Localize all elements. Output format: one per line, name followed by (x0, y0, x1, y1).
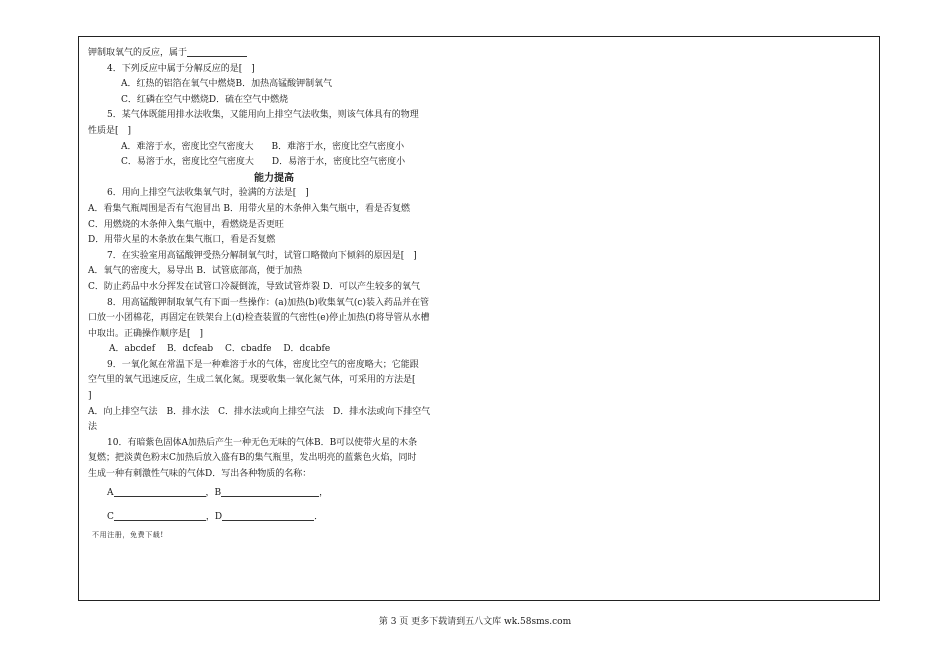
worksheet-content (88, 46, 460, 541)
question-10-cont: 复燃；把淡黄色粉末C加热后放入盛有B的集气瓶里，发出明亮的蓝紫色火焰，同时 (88, 453, 417, 464)
question-7-options-cd: C．防止药品中水分挥发在试管口冷凝倒流，导致试管炸裂 D．可以产生较多的氧气 (88, 281, 420, 292)
answer-line-ab: A ，B ， (107, 487, 329, 498)
question-5-cont: 性质是[ ] (88, 125, 132, 136)
question-5: 5．某气体既能用排水法收集，又能用向上排空气法收集，则该气体具有的物理 (107, 110, 419, 121)
question-6-option-d: D．用带火星的木条放在集气瓶口，看是否复燃 (88, 235, 276, 246)
question-8-options: A．abcdef B．dcfeab C．cbadfe D．dcabfe (109, 344, 331, 355)
answer-blank-c[interactable] (114, 511, 206, 521)
question-6-option-c: C．用燃烧的木条伸入集气瓶中，看燃烧是否更旺 (88, 219, 284, 230)
text-line: 钾制取氧气的反应，属于 (88, 46, 460, 62)
question-4-options-cd: C．红磷在空气中燃烧D．硫在空气中燃烧 (121, 94, 289, 105)
answer-blank[interactable] (187, 47, 247, 57)
footnote: 不用注册，免费下载! (92, 530, 164, 539)
question-9-cont: 空气里的氧气迅速反应，生成二氧化氮。现要收集一氧化氮气体，可采用的方法是[ (88, 375, 416, 386)
question-7-options-ab: A．氧气的密度大，易导出 B．试管底部高，便于加热 (88, 266, 302, 277)
question-5-options-ab: A．难溶于水，密度比空气密度大 B．难溶于水，密度比空气密度小 (121, 141, 405, 152)
answer-blank-b[interactable] (221, 487, 319, 497)
question-6: 6．用向上排空气法收集氧气时，验满的方法是[ ] (107, 188, 309, 199)
answer-blank-d[interactable] (222, 511, 314, 521)
question-8-cont: 口放一小团棉花，再固定在铁架台上(d)检查装置的气密性(e)停止加热(f)将导管从水槽 (88, 313, 430, 324)
question-8-cont: 中取出。正确操作顺序是[ ] (88, 328, 204, 339)
question-5-options-cd: C．易溶于水，密度比空气密度大 D．易溶于水，密度比空气密度小 (121, 157, 406, 168)
question-10-cont: 生成一种有刺激性气味的气体D．写出各种物质的名称： (88, 469, 312, 480)
page-footer: 第 3 页 更多下载请到五八文库 wk.58sms.com (378, 617, 572, 627)
question-4-options-ab: A．红热的铝箔在氧气中燃烧B．加热高锰酸钾制氧气 (121, 79, 333, 90)
answer-blank-a[interactable] (114, 487, 206, 497)
question-7: 7．在实验室用高锰酸钾受热分解制氧气时，试管口略微向下倾斜的原因是[ ] (107, 250, 417, 261)
section-heading: 能力提高 (254, 172, 294, 184)
question-9-options-cont: 法 (88, 422, 98, 433)
question-9-cont: ] (88, 391, 92, 402)
question-9: 9．一氧化氮在常温下是一种难溶于水的气体，密度比空气的密度略大；它能跟 (107, 359, 419, 370)
question-6-option-ab: A．看集气瓶周围是否有气泡冒出 B．用带火星的木条伸入集气瓶中，看是否复燃 (88, 203, 410, 214)
question-4: 4．下列反应中属于分解反应的是[ ] (107, 63, 255, 74)
question-10: 10．有暗紫色固体A加热后产生一种无色无味的气体B．B可以使带火星的木条 (107, 437, 418, 448)
question-8: 8．用高锰酸钾制取氧气有下面一些操作：(a)加热(b)收集氧气(c)装入药品并在管 (107, 297, 429, 308)
question-9-options: A．向上排空气法 B．排水法 C．排水法或向上排空气法 D．排水法或向下排空气 (88, 406, 431, 417)
answer-line-cd: C ，D ． (107, 512, 324, 523)
